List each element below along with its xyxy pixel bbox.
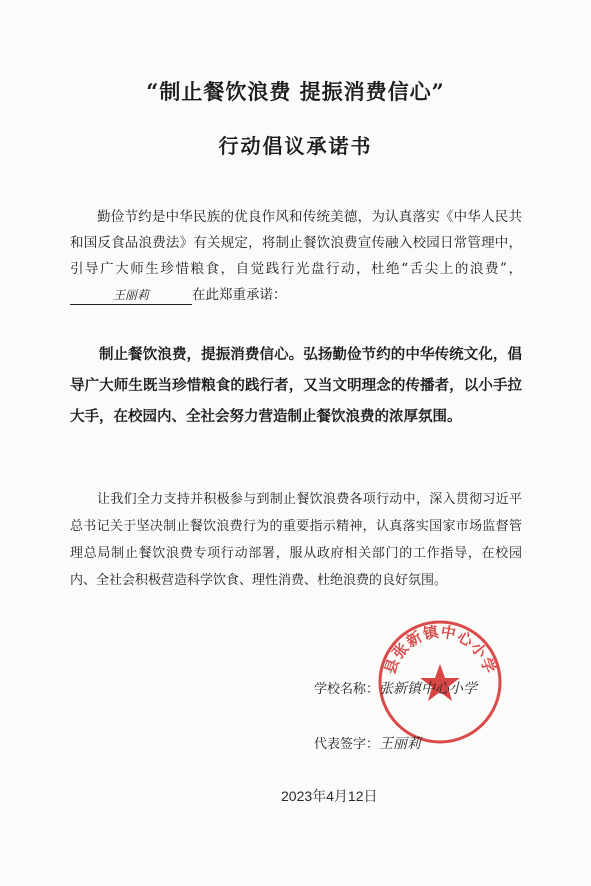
paragraph-pledge bbox=[70, 340, 522, 433]
handwritten-name-blank: 王丽莉 bbox=[70, 286, 192, 305]
pledge-text: 制止餐饮浪费，提振消费信心。弘扬勤俭节约的中华传统文化，倡导广大师生既当珍惜粮食的践行者，又当文明理念的传播者，以小手拉大手，在校园内、全社会努力营造制止餐饮浪费的浓厚氛围。 bbox=[70, 347, 522, 425]
intro-commitment-text: 在此郑重承诺： bbox=[192, 287, 287, 303]
intro-text: 勤俭节约是中华民族的优良作风和传统美德，为认真落实《中华人民共和国反食品浪费法》有关规定，将制止餐饮浪费宣传融入校园日常管理中，引导广大师生珍惜粮食，自觉践行光盘行动，杜绝“舌尖上的浪费”， bbox=[70, 209, 522, 277]
signing-date: 2023年4月12日 bbox=[281, 788, 378, 804]
school-name-label: 学校名称： bbox=[314, 682, 380, 697]
representative-signature: 王丽莉 bbox=[379, 736, 422, 752]
representative-label: 代表签字： bbox=[314, 737, 380, 752]
document-title: “制止餐饮浪费 提振消费信心” bbox=[146, 79, 445, 104]
representative-row bbox=[314, 733, 421, 753]
paragraph-intro bbox=[70, 204, 522, 308]
school-name-handwriting: 张新镇中心小学 bbox=[379, 681, 478, 697]
paragraph-action bbox=[70, 486, 522, 594]
document-subtitle: 行动倡议承诺书 bbox=[218, 134, 373, 158]
school-name-row bbox=[314, 678, 477, 698]
action-text: 让我们全力支持并积极参与到制止餐饮浪费各项行动中，深入贯彻习近平总书记关于坚决制止餐饮浪费行为的重要指示精神，认真落实国家市场监督管理总局制止餐饮浪费专项行动部署，服从政府相关部门的工作指导，在校园内、全社会积极营造科学饮食、理性消费、杜绝浪费的良好氛围。 bbox=[70, 492, 522, 588]
seal-text: 县张新镇中心小学 bbox=[380, 622, 500, 677]
